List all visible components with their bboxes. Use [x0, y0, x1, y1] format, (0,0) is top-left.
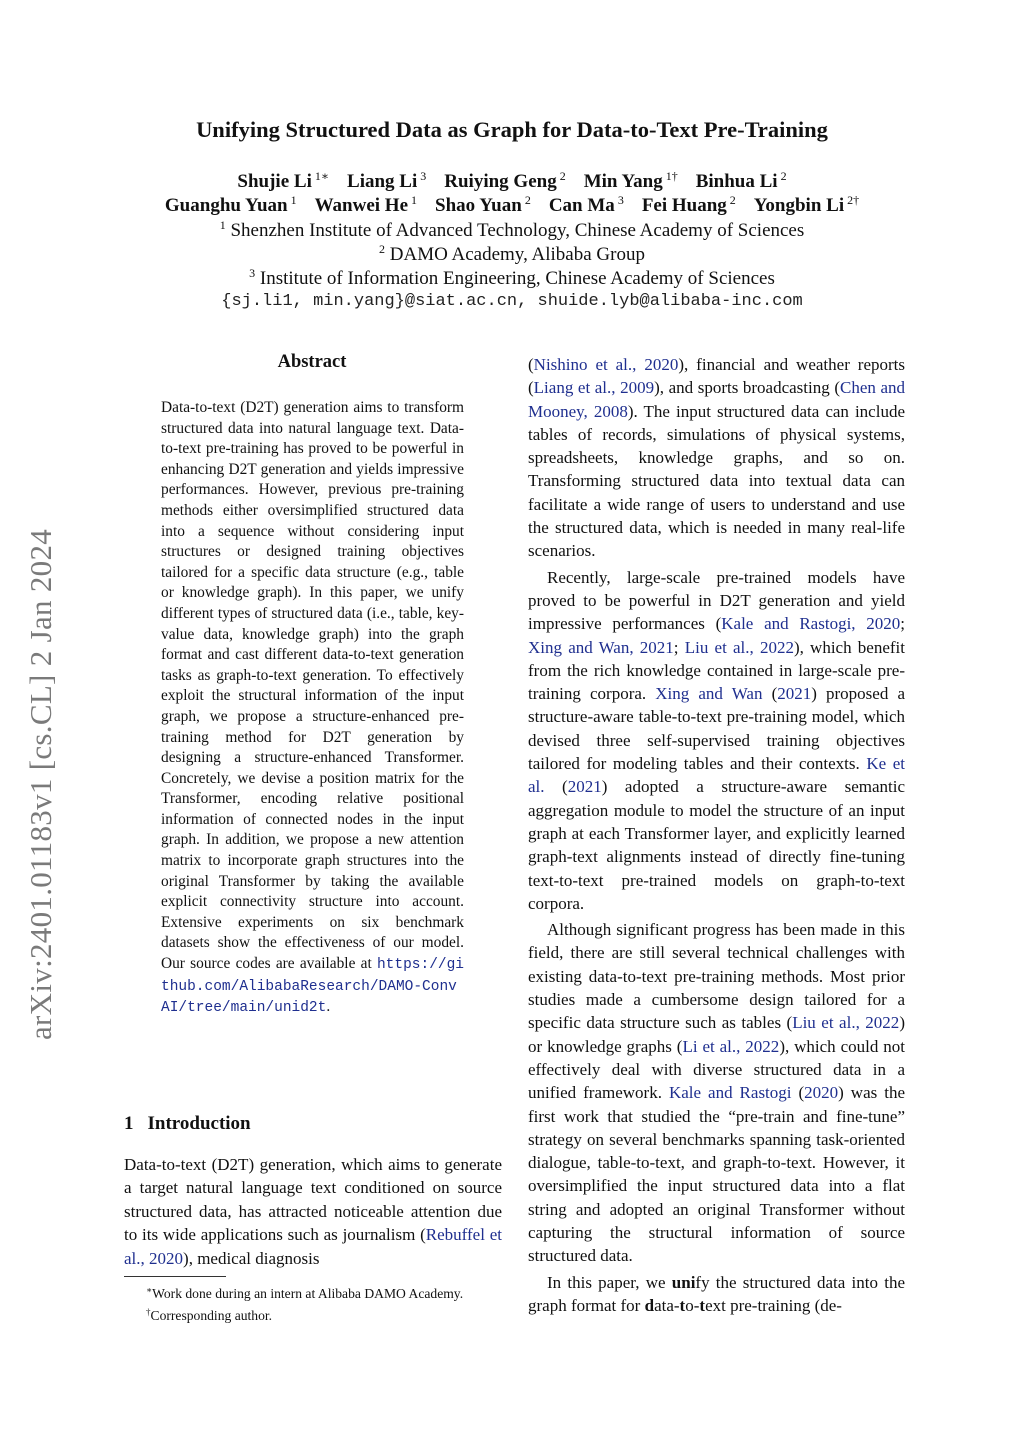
citation-link[interactable]: Liu et al., 2022 [684, 637, 794, 657]
author-name: Shujie Li $^{1∗}$ [237, 169, 330, 192]
citation-link[interactable]: Kale and Rastogi [668, 1083, 792, 1103]
affiliation-marker: 3 [249, 266, 256, 280]
affiliation-text: Shenzhen Institute of Advanced Technology, Chinese Academy of Sciences [230, 220, 805, 241]
footnote-rule [124, 1276, 226, 1277]
author-affiliation-marker: 2 [726, 193, 736, 207]
footnote-1 [124, 1281, 504, 1303]
abstract-heading: Abstract [277, 352, 347, 372]
body-text: o- [685, 1295, 700, 1315]
affiliation-3 [0, 266, 1024, 290]
bold-letters: t [699, 1295, 706, 1315]
body-text: ), which benefit from the rich knowledge contained in large-scale pre-training corpora. [528, 637, 905, 704]
source-code-link[interactable]: https://github.com/AlibabaResearch/DAMO-ConvAI/tree/main/unid2t [161, 957, 464, 1017]
section-heading-introduction [124, 1113, 251, 1135]
affiliation-2 [0, 242, 1024, 266]
author-name: Ruiying Geng $^2$ [444, 169, 566, 192]
paper-title: Unifying Structured Data as Graph for Data-to-Text Pre-Training [196, 117, 828, 142]
author-name: Guanghu Yuan $^1$ [164, 193, 297, 216]
affiliation-text: Institute of Information Engineering, Chinese Academy of Sciences [259, 268, 775, 289]
footnote-text: Work done during an intern at Alibaba DAMO Academy. [152, 1286, 464, 1301]
abstract-end: . [326, 998, 331, 1016]
citation-link[interactable]: Liang et al., 2009 [533, 378, 655, 398]
intro-paragraph-2 [528, 566, 905, 915]
footnote-marker: ∗ [146, 1285, 153, 1295]
body-text: ( [528, 355, 534, 374]
body-text: In this paper, we [547, 1272, 672, 1292]
author-affiliation-marker: 3 [614, 193, 624, 207]
author-name: Liang Li $^3$ [347, 169, 427, 192]
affiliation-marker: 1 [219, 218, 226, 232]
citation-link[interactable]: Xing and Wan [655, 684, 763, 704]
citation-link[interactable]: 2021 [567, 777, 602, 797]
citation-link[interactable]: Rebuffel et al., 2020 [124, 1225, 502, 1268]
body-text: ata- [654, 1295, 680, 1315]
body-text: ( [544, 777, 568, 797]
body-text: ) adopted a structure-aware semantic aggregation module to model the structure of an input graph at each Transformer layer, and explicitly learned graph-text alignments instead of directly fine-tuning text-to-text pre-trained models on graph-to-text corpora. [528, 777, 905, 913]
affiliation-1 [0, 218, 1024, 242]
citation-link[interactable]: Xing and Wan, 2021 [528, 637, 674, 657]
footnotes [124, 1281, 504, 1325]
footnote-marker: † [146, 1307, 151, 1317]
author-name: Wanwei He $^1$ [314, 193, 418, 216]
footnote-text: Corresponding author. [150, 1308, 273, 1323]
author-name: Can Ma $^3$ [548, 193, 624, 216]
author-name: Fei Huang $^2$ [641, 193, 736, 216]
body-text: ; [673, 637, 685, 657]
intro-text: Data-to-text (D2T) generation, which aims to generate a target natural language text conditioned on source structured data, has attracted noticeable attention due to its wide applications such as journalism ( [124, 1155, 502, 1245]
body-text: ( [791, 1083, 805, 1103]
body-text: ), and sports broadcasting ( [654, 378, 840, 398]
body-text: fy the structured data into the graph format for [528, 1272, 905, 1315]
section-number: 1 [124, 1113, 134, 1134]
intro-paragraph-4 [528, 1271, 905, 1318]
bold-letters: t [679, 1295, 686, 1315]
author-name: Min Yang $^{1\dagger}$ [583, 169, 678, 192]
citation-link[interactable]: Chen and Mooney, 2008 [528, 378, 905, 421]
body-text: ) or knowledge graphs ( [528, 1013, 905, 1056]
body-text: Although significant progress has been made in this field, there are still several technical challenges with existing data-to-text pre-training methods. Most prior studies made a cumbersome design tailored for a specific data structure such as tables ( [528, 920, 905, 1033]
author-line-2 [0, 193, 1024, 217]
citation-link[interactable]: Ke et al. [528, 754, 906, 797]
author-affiliation-marker: 2 [521, 193, 531, 207]
author-affiliation-marker: 1 [287, 193, 297, 207]
body-text: ), which could not effectively deal with diverse structured data in a unified framework. [528, 1036, 905, 1103]
body-text: ( [762, 684, 778, 704]
author-name: Yongbin Li $^{2\dagger}$ [753, 193, 860, 216]
body-text: ; [900, 614, 905, 634]
author-affiliation-marker: 1 [408, 193, 418, 207]
body-text: ) proposed a structure-aware table-to-text pre-training model, which devised three self-supervised training objectives tailored for modeling tables and their contexts. [528, 684, 906, 774]
author-affiliation-marker: 1† [662, 169, 678, 183]
citation-link[interactable]: 2021 [777, 684, 812, 704]
author-affiliation-marker: 1∗ [311, 169, 330, 183]
body-text: ). The input structured data can include tables of records, simulations of physical systems, spreadsheets, knowledge graphs, and so on. Transforming structured data into textual data can facilitate a wide range of users to understand and use the structured data, which is needed in many real-life scenarios. [528, 401, 905, 561]
intro-paragraph-continued [528, 353, 905, 563]
intro-text: ), medical diagnosis [183, 1248, 320, 1268]
arxiv-stamp: arXiv:2401.01183v1 [cs.CL] 2 Jan 2024 [23, 528, 58, 1040]
body-text: Recently, large-scale pre-trained models have proved to be powerful in D2T generation and yield impressive performances ( [528, 567, 905, 634]
intro-paragraph-3 [528, 918, 905, 1267]
bold-letters: uni [671, 1272, 696, 1292]
author-name: Shao Yuan $^2$ [435, 193, 531, 216]
author-affiliation-marker: 2 [556, 169, 566, 183]
citation-link[interactable]: Nishino et al., 2020 [533, 355, 679, 374]
author-emails: {sj.li1, min.yang}@siat.ac.cn, shuide.lyb@alibaba-inc.com [221, 292, 803, 311]
bold-letters: d [644, 1295, 655, 1315]
body-text: ), financial and weather reports ( [528, 355, 905, 398]
citation-link[interactable]: 2020 [804, 1083, 839, 1103]
citation-link[interactable]: Li et al., 2022 [682, 1036, 780, 1056]
body-text: ext pre-training (de- [705, 1295, 842, 1315]
affiliation-text: DAMO Academy, Alibaba Group [389, 244, 645, 265]
author-affiliation-marker: 2† [844, 193, 860, 207]
right-column [528, 353, 905, 1320]
body-text: ) was the first work that studied the “pre-train and fine-tune” strategy on several benchmarks spanning task-oriented dialogue, table-to-text, and graph-to-text. However, it oversimplified the input structured data into a flat string and adopted an original Transformer without capturing the structural information of source structured data. [528, 1083, 905, 1266]
intro-paragraph-left [124, 1153, 502, 1270]
citation-link[interactable]: Liu et al., 2022 [792, 1013, 900, 1033]
author-affiliation-marker: 3 [417, 169, 427, 183]
footnote-2 [124, 1303, 504, 1325]
abstract-body [161, 398, 464, 1019]
affiliation-marker: 2 [379, 242, 385, 256]
author-line-1 [0, 169, 1024, 193]
author-affiliation-marker: 2 [777, 169, 787, 183]
section-title: Introduction [147, 1113, 251, 1134]
abstract-text: Data-to-text (D2T) generation aims to transform structured data into natural language text. Data-to-text pre-training has proved to be powerful in enhancing D2T generation and yields impressive performances. However, previous pre-training methods either oversimplified structured data into a sequence without considering input structures or designed training objectives tailored for a specific data structure (e.g., table or knowledge graph). In this paper, we unify different types of structured data (i.e., table, key-value data, knowledge graph) into the graph format and cast different data-to-text generation tasks as graph-to-text generation. To effectively exploit the structural information of the input graph, we propose a structure-enhanced pre-training method for D2T generation by designing a structure-enhanced Transformer. Concretely, we devise a position matrix for the Transformer, encoding relative positional information of connected nodes in the input graph. In addition, we propose a new attention matrix to incorporate graph structures into the original Transformer by taking the available explicit connectivity structure into account. Extensive experiments on six benchmark datasets show the effectiveness of our model. Our source codes are available at [161, 399, 464, 973]
author-name: Binhua Li $^2$ [695, 169, 787, 192]
citation-link[interactable]: Kale and Rastogi, 2020 [721, 614, 901, 634]
